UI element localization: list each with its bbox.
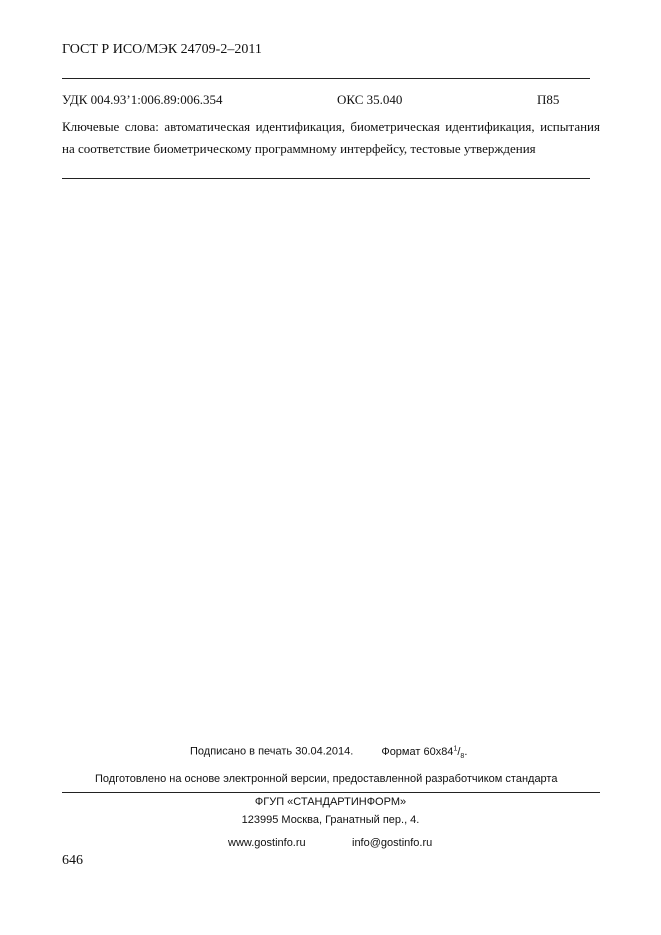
prepared-note: Подготовлено на основе электронной версии, предоставленной разработчиком стандарта [95, 773, 558, 785]
classification-code: П85 [537, 92, 560, 107]
keywords-divider [62, 178, 590, 179]
paper-format [381, 746, 467, 758]
publisher-name: ФГУП «СТАНДАРТИНФОРМ» [254, 796, 407, 808]
page-number: 646 [62, 853, 83, 868]
top-divider [62, 78, 590, 79]
format-denominator: 8 [460, 752, 465, 760]
format-suffix: . [464, 745, 468, 758]
keywords-paragraph: Ключевые слова: автоматическая идентификация, биометрическая идентификация, испытания на соответствие биометрическому программному интерфейсу, тестовые утверждения [62, 119, 600, 156]
signed-date: Подписано в печать 30.04.2014. [190, 745, 354, 758]
signed-line [190, 745, 467, 760]
document-code: ГОСТ Р ИСО/МЭК 24709-2–2011 [62, 42, 262, 57]
format-slash: / [457, 745, 461, 758]
publisher-address: 123995 Москва, Гранатный пер., 4. [241, 814, 420, 826]
imprint-divider [62, 792, 600, 793]
format-prefix: Формат 60х84 [381, 745, 454, 758]
format-numerator: 1 [453, 745, 458, 752]
website-link[interactable]: www.gostinfo.ru [228, 837, 306, 849]
udk-code: УДК 004.93’1:006.89:006.354 [62, 92, 223, 107]
oks-code: ОКС 35.040 [337, 92, 403, 107]
email-link[interactable]: info@gostinfo.ru [352, 837, 433, 849]
